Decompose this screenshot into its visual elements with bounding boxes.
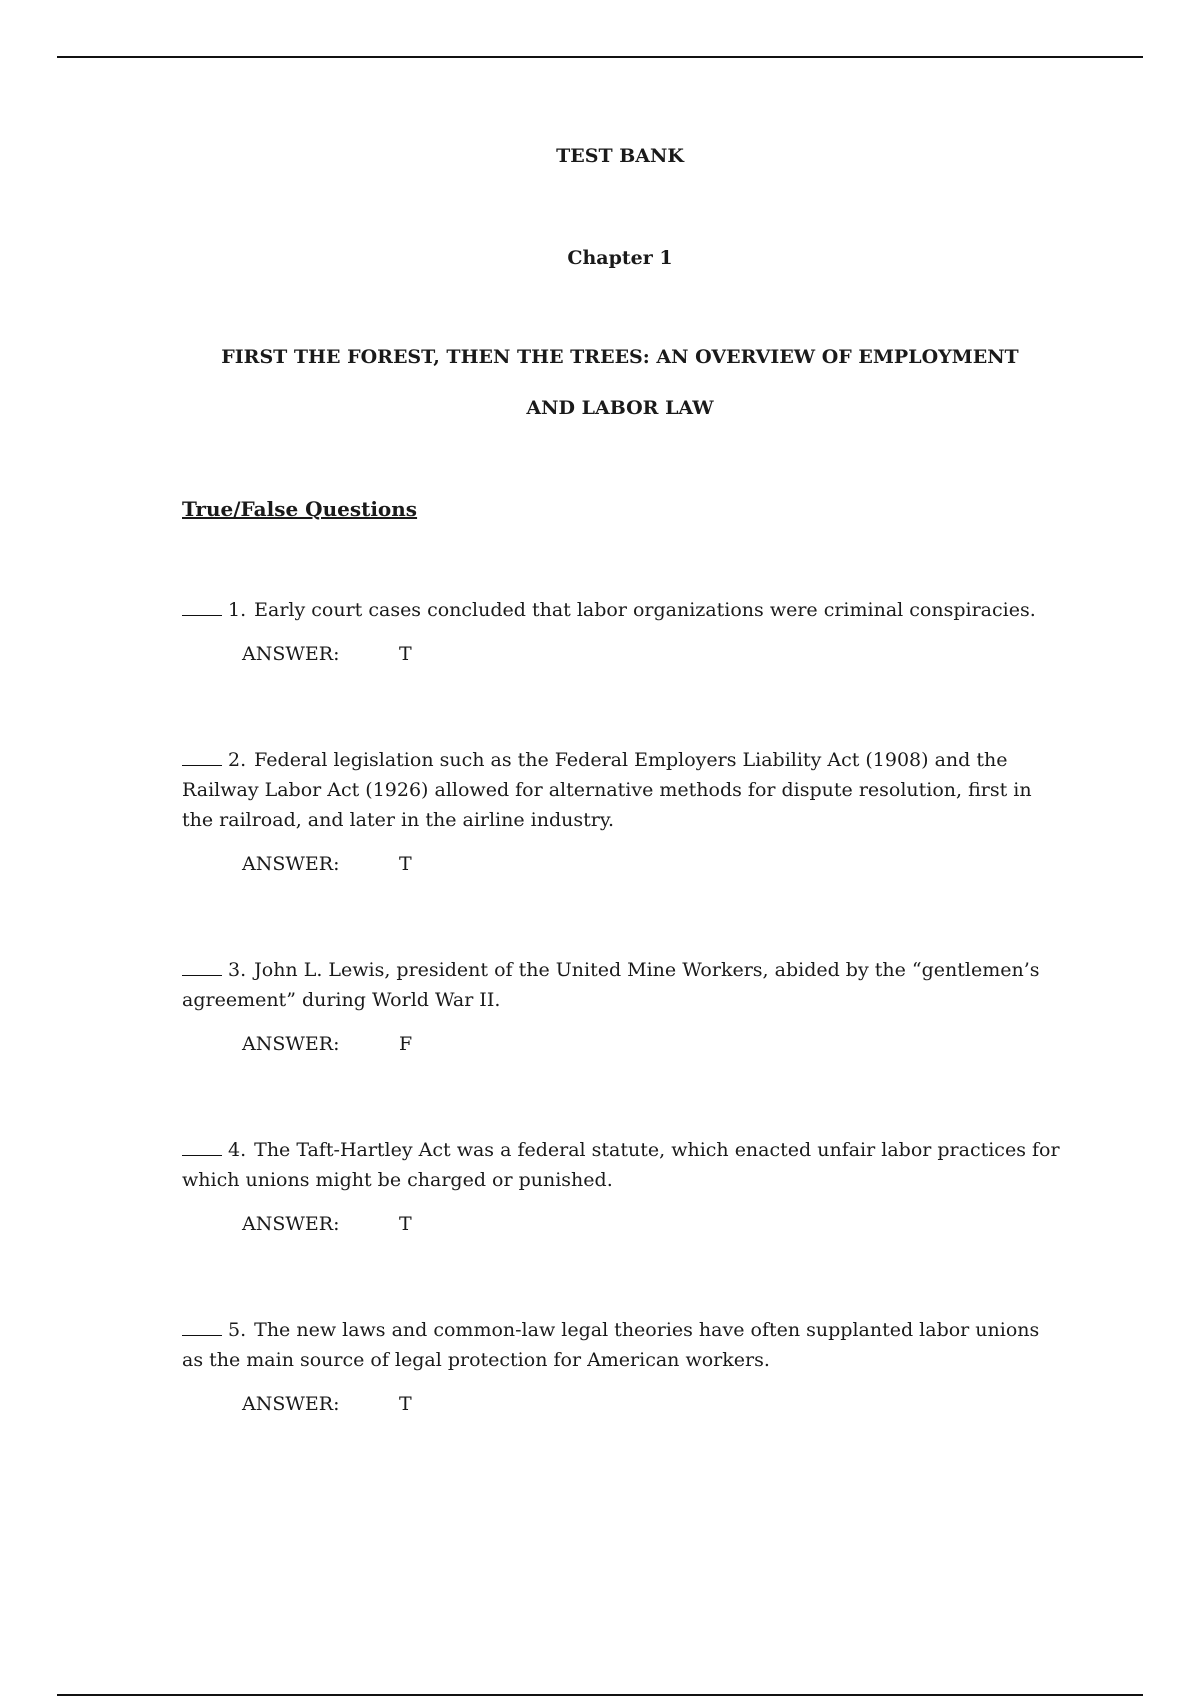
question-text: Early court cases concluded that labor organizations were criminal conspiracies.: [254, 599, 1036, 621]
answer-row: [182, 1213, 1062, 1239]
question-text-block: [182, 595, 1062, 625]
chapter-title-line-1: FIRST THE FOREST, THEN THE TREES: AN OVERVIEW OF EMPLOYMENT: [221, 346, 1019, 368]
answer-blank: [182, 747, 222, 766]
answer-row: [182, 1393, 1062, 1419]
question-text-block: [182, 1315, 1062, 1375]
answer-blank: [182, 1317, 222, 1336]
question-item: [182, 1135, 1062, 1239]
question-item: [182, 745, 1062, 879]
question-number: 1.: [228, 599, 247, 621]
question-item: [182, 955, 1062, 1059]
question-text: The new laws and common-law legal theories have often supplanted labor unions as the main source of legal protection for American workers.: [182, 1319, 1040, 1371]
answer-blank: [182, 957, 222, 976]
question-text: Federal legislation such as the Federal Employers Liability Act (1908) and the Railway Labor Act (1926) allowed for alternative methods for dispute resolution, first in the railroad, and later in the airline industry.: [182, 749, 1032, 831]
question-item: [182, 1315, 1062, 1419]
question-number: 3.: [228, 959, 247, 981]
answer-row: [182, 1033, 1062, 1059]
answer-label: ANSWER:: [242, 1213, 340, 1235]
answer-label: ANSWER:: [242, 643, 340, 665]
doc-title: TEST BANK: [556, 145, 684, 167]
question-number: 4.: [228, 1139, 247, 1161]
answer-value: F: [399, 1033, 413, 1055]
question-text-block: [182, 745, 1062, 835]
question-text-block: [182, 1135, 1062, 1195]
answer-label: ANSWER:: [242, 1033, 340, 1055]
answer-value: T: [399, 1393, 412, 1415]
answer-label: ANSWER:: [242, 1393, 340, 1415]
question-number: 2.: [228, 749, 247, 771]
chapter-title-line-2: AND LABOR LAW: [526, 397, 714, 419]
answer-blank: [182, 597, 222, 616]
question-number: 5.: [228, 1319, 247, 1341]
chapter-number: Chapter 1: [567, 247, 673, 269]
top-rule: [57, 56, 1143, 58]
question-item: [182, 595, 1062, 669]
answer-blank: [182, 1137, 222, 1156]
bottom-rule: [57, 1694, 1143, 1696]
answer-value: T: [399, 853, 412, 875]
question-text: The Taft-Hartley Act was a federal statute, which enacted unfair labor practices for which unions might be charged or punished.: [182, 1139, 1060, 1191]
answer-row: [182, 643, 1062, 669]
section-heading: True/False Questions: [182, 497, 418, 521]
answer-row: [182, 853, 1062, 879]
question-text: John L. Lewis, president of the United Mine Workers, abided by the “gentlemen’s agreement” during World War II.: [182, 959, 1040, 1011]
answer-label: ANSWER:: [242, 853, 340, 875]
question-text-block: [182, 955, 1062, 1015]
answer-value: T: [399, 643, 412, 665]
answer-value: T: [399, 1213, 412, 1235]
